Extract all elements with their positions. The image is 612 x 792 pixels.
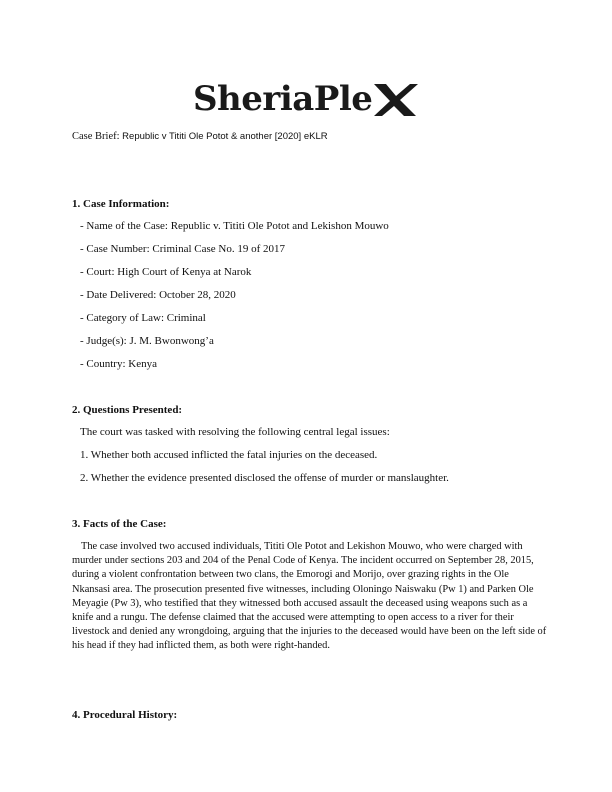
section-facts-title: 3. Facts of the Case: bbox=[72, 518, 167, 530]
case-info-item: - Category of Law: Criminal bbox=[80, 312, 206, 324]
case-brief-subtitle bbox=[72, 131, 328, 142]
case-brief-label: Case Brief: bbox=[72, 131, 120, 142]
case-info-item: - Country: Kenya bbox=[80, 358, 157, 370]
question-item: 1. Whether both accused inflicted the fatal injuries on the deceased. bbox=[80, 449, 378, 461]
case-info-item: - Court: High Court of Kenya at Narok bbox=[80, 266, 252, 278]
section-case-information-title: 1. Case Information: bbox=[72, 198, 170, 210]
section-procedural-history-title: 4. Procedural History: bbox=[72, 709, 178, 721]
questions-intro: The court was tasked with resolving the following central legal issues: bbox=[80, 426, 390, 438]
case-info-item: - Name of the Case: Republic v. Tititi Ole Potot and Lekishon Mouwo bbox=[80, 220, 389, 232]
facts-paragraph: The case involved two accused individuals, Tititi Ole Potot and Lekishon Mouwo, who were charged with murder under sections 203 and 204 of the Penal Code of Kenya. The incident occurred on September 28, 2015, during a violent confrontation between two clans, the Emorogi and Morijo, over grazing rights in the Ole Nkansasi area. The prosecution presented five witnesses, including Oloningo Naiswaku (Pw 1) and Parken Ole Meyagie (Pw 3), who testified that they witnessed both accused assault the deceased using weapons such as a knife and a rungu. The defense claimed that the accused were attempting to open access to a river for their livestock and denied any wrongdoing, arguing that the injuries to the deceased would have been on the left side of his head if they had inflicted them, as both were right-handed. bbox=[72, 541, 547, 652]
section-questions-presented-title: 2. Questions Presented: bbox=[72, 404, 183, 416]
case-brief-title: Republic v Tititi Ole Potot & another [2020] eKLR bbox=[122, 131, 328, 142]
question-item: 2. Whether the evidence presented disclosed the offense of murder or manslaughter. bbox=[80, 472, 449, 484]
logo-text: SheriaPle bbox=[193, 79, 373, 119]
x-mark-icon bbox=[372, 82, 418, 118]
case-info-item: - Case Number: Criminal Case No. 19 of 2017 bbox=[80, 243, 285, 255]
case-info-item: - Judge(s): J. M. Bwonwong’a bbox=[80, 335, 214, 347]
sheriaplex-logo bbox=[0, 74, 612, 124]
case-info-item: - Date Delivered: October 28, 2020 bbox=[80, 289, 236, 301]
